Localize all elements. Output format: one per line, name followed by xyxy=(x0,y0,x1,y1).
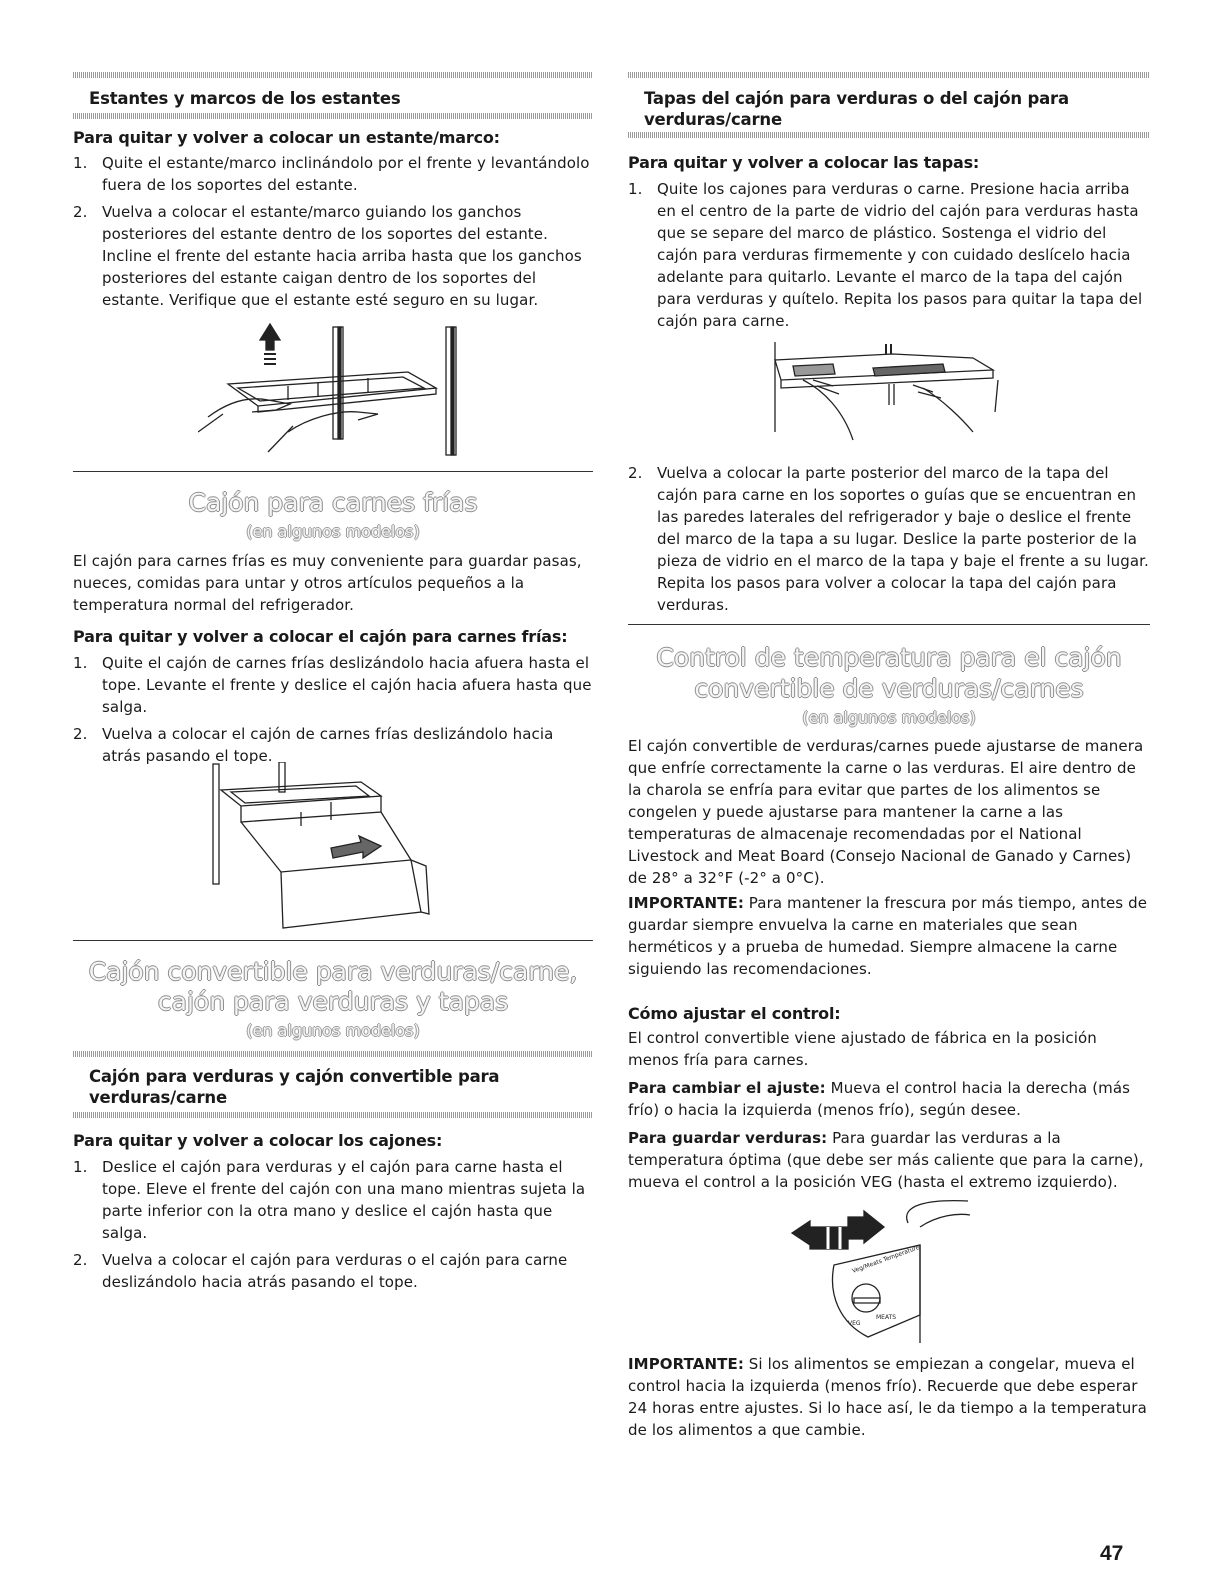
step-text: Vuelva a colocar el cajón para verduras o el cajón para carne deslizándolo hacia atrás pasando el tope. xyxy=(102,1251,568,1291)
section-rule xyxy=(628,624,1150,625)
dial-label-meats: MEATS xyxy=(876,1314,897,1321)
procedure-title: Para quitar y volver a colocar el cajón para carnes frías: xyxy=(73,627,568,646)
section-rule xyxy=(73,940,593,941)
hatch-divider xyxy=(73,1051,593,1057)
section-subtitle: (en algunos modelos) xyxy=(246,522,420,541)
step-number: 2. xyxy=(628,464,643,482)
procedure-title: Para quitar y volver a colocar un estante/marco: xyxy=(73,128,500,147)
section-title: cajón para verduras y tapas xyxy=(157,987,509,1016)
intro-paragraph: El cajón para carnes frías es muy conveniente para guardar pasas, nueces, comidas para untar y otros artículos pequeños a la temperatura normal del refrigerador. xyxy=(73,552,582,614)
dial-label-top: Veg/Meats Temperature xyxy=(851,1243,921,1275)
dial-label-veg: VEG xyxy=(848,1320,861,1327)
step-list xyxy=(628,462,1150,616)
step-text: Deslice el cajón para verduras y el cajón para carne hasta el tope. Eleve el frente del cajón con una mano mientras sujeta la parte inferior con la otra mano y deslice el cajón hasta que salga. xyxy=(102,1158,586,1242)
change-label: Para cambiar el ajuste: xyxy=(628,1079,826,1097)
list-item xyxy=(628,462,1150,616)
important-label: IMPORTANTE: xyxy=(628,894,744,912)
procedure-title: Para quitar y volver a colocar los cajones: xyxy=(73,1131,443,1150)
step-list xyxy=(73,152,593,311)
step-number: 2. xyxy=(73,1251,88,1269)
list-item xyxy=(73,723,593,767)
hatch-divider xyxy=(628,72,1150,78)
store-text: Para guardar las verduras a la temperatura óptima (que debe ser más caliente que para la carne), mueva el control a la posición VEG (hasta el extremo izquierdo). xyxy=(628,1129,1144,1191)
section-heading: Estantes y marcos de los estantes xyxy=(89,89,401,108)
list-item xyxy=(73,152,593,196)
cover-illustration xyxy=(773,340,1013,455)
step-list xyxy=(73,1156,593,1293)
important-text: Si los alimentos se empiezan a congelar, mueva el control hacia la izquierda (menos frío). Recuerde que debe esperar 24 horas entre ajustes. Si lo hace así, le da tiempo a la temperatura de los alimentos a que cambie. xyxy=(628,1355,1147,1439)
step-number: 2. xyxy=(73,725,88,743)
important-text: Para mantener la frescura por más tiempo, antes de guardar siempre envuelva la carne en materiales que sean herméticos y a prueba de humedad. Siempre almacene la carne siguiendo las recomendaciones. xyxy=(628,894,1148,978)
control-dial-illustration xyxy=(788,1195,978,1345)
section-subtitle: (en algunos modelos) xyxy=(246,1021,420,1040)
step-number: 1. xyxy=(73,654,88,672)
list-item xyxy=(628,178,1150,332)
step-list xyxy=(73,652,593,767)
step-number: 1. xyxy=(73,1158,88,1176)
list-item xyxy=(73,201,593,311)
hatch-divider xyxy=(73,1112,593,1118)
hatch-divider xyxy=(628,132,1150,138)
how-text: El control convertible viene ajustado de fábrica en la posición menos fría para carnes. xyxy=(628,1029,1097,1069)
change-setting-note xyxy=(628,1077,1150,1121)
important-note xyxy=(628,1353,1150,1441)
important-note xyxy=(628,892,1150,980)
step-number: 1. xyxy=(73,154,88,172)
step-text: Quite los cajones para verduras o carne. Presione hacia arriba en el centro de la parte de vidrio del cajón para verduras hasta que se separe del marco de plástico. Sostenga el vidrio del cajón para verduras firmemente y con cuidado deslícelo hacia adelante para quitarlo. Levante el marco de la tapa del cajón para verduras y quítelo. Repita los pasos para quitar la tapa del cajón para carne. xyxy=(657,180,1143,330)
change-text: Mueva el control hacia la derecha (más frío) o hacia la izquierda (menos frío), según desee. xyxy=(628,1079,1131,1119)
page-number: 47 xyxy=(1100,1542,1124,1565)
step-text: Quite el cajón de carnes frías deslizándolo hacia afuera hasta el tope. Levante el frente y deslice el cajón hacia afuera hasta que salga. xyxy=(102,654,592,716)
list-item xyxy=(73,1156,593,1244)
list-item xyxy=(73,1249,593,1293)
hatch-divider xyxy=(73,113,593,119)
section-heading: Tapas del cajón para verduras o del cajón para verduras/carne xyxy=(644,89,1069,129)
procedure-title: Para quitar y volver a colocar las tapas: xyxy=(628,153,980,172)
step-number: 2. xyxy=(73,203,88,221)
shelf-illustration xyxy=(198,322,488,462)
deli-drawer-illustration xyxy=(211,762,451,932)
section-title: Control de temperatura para el cajón xyxy=(656,643,1122,672)
step-list xyxy=(628,178,1150,332)
intro-paragraph: El cajón convertible de verduras/carnes puede ajustarse de manera que enfríe correctamente la carne o las verduras. El aire dentro de la charola se enfría para evitar que partes de los alimentos se congelen y puede ajustarse para mantener la carne a las temperaturas de almacenaje recomendadas por el National Livestock and Meat Board (Consejo Nacional de Ganado y Carnes) de 28° a 32°F (-2° a 0°C). xyxy=(628,737,1144,887)
step-text: Vuelva a colocar el cajón de carnes frías deslizándolo hacia atrás pasando el tope. xyxy=(102,725,554,765)
procedure-title: Cómo ajustar el control: xyxy=(628,1004,841,1023)
section-heading: Cajón para verduras y cajón convertible para verduras/carne xyxy=(89,1067,500,1107)
section-rule xyxy=(73,471,593,472)
step-text: Quite el estante/marco inclinándolo por el frente y levantándolo fuera de los soportes del estante. xyxy=(102,154,590,194)
section-title: Cajón convertible para verduras/carne, xyxy=(88,957,578,986)
store-label: Para guardar verduras: xyxy=(628,1129,828,1147)
step-number: 1. xyxy=(628,180,643,198)
section-title: convertible de verduras/carnes xyxy=(694,674,1084,703)
step-text: Vuelva a colocar el estante/marco guiando los ganchos posteriores del estante dentro de los soportes del estante. Incline el frente del estante hacia arriba hasta que los ganchos posteriores del estante caigan dentro de los soportes del estante. Verifique que el estante esté seguro en su lugar. xyxy=(102,203,582,309)
hatch-divider xyxy=(73,72,593,78)
important-label: IMPORTANTE: xyxy=(628,1355,744,1373)
section-subtitle: (en algunos modelos) xyxy=(802,708,976,727)
section-title: Cajón para carnes frías xyxy=(188,488,478,517)
list-item xyxy=(73,652,593,718)
step-text: Vuelva a colocar la parte posterior del marco de la tapa del cajón para carne en los soportes o guías que se encuentran en las paredes laterales del refrigerador y baje o deslice el frente del marco de la tapa a su lugar. Deslice la parte posterior de la pieza de vidrio en el marco de la tapa y baje el frente a su lugar. Repita los pasos para volver a colocar la tapa del cajón para verduras. xyxy=(657,464,1149,614)
store-vegetables-note xyxy=(628,1127,1150,1193)
